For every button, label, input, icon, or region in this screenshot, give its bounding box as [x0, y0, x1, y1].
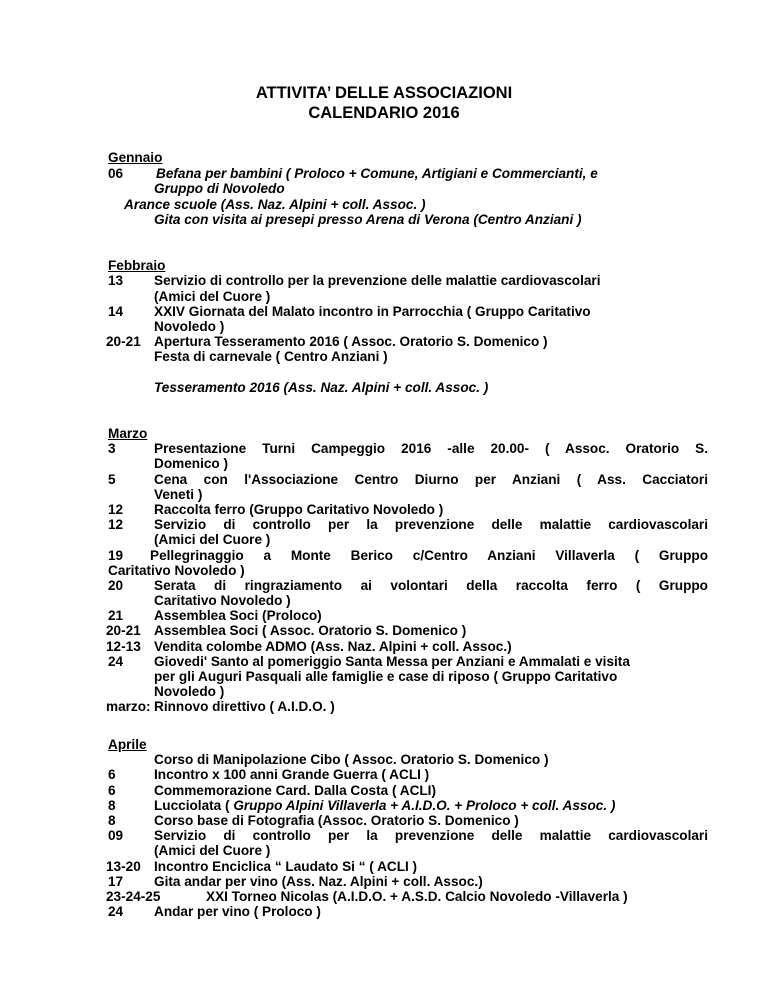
document-title: ATTIVITA’ DELLE ASSOCIAZIONI	[255, 84, 513, 102]
month-heading-febbraio: Febbraio	[108, 258, 166, 273]
document-page: ATTIVITA’ DELLE ASSOCIAZIONI CALENDARIO 2016 Gennaio 06 Befana per bambini ( Proloco + Comune, Artigiani e Commercianti, e Gruppo di Novoledo Arance scuole (Ass. Naz. Alpini + coll. Assoc. ) Gita con visita ai presepi presso Arena di Verona (Centro Anziani ) Febbraio 13 Servizio di controllo per la prevenzione delle malattie cardiovascolari (Amici del Cuore ) 14 XXIV Giornata del Malato incontro in Parrocchia ( Gruppo Caritativo Novoledo ) 20-21 Apertura Tesseramento 2016 ( Assoc. Oratorio S. Domenico ) Festa di carnevale ( Centro Anziani ) Tesseramento 2016 (Ass. Naz. Alpini + coll. Assoc. ) Marzo 3 Presentazione Turni Campeggio 2016 -alle 20.00- ( Assoc. Oratorio S. Domenico ) 5 Cena con l'Associazione Centro Diurno per Anziani ( Ass. Cacciatori Veneti ) 12 Raccolta ferro (Gruppo Caritativo Novoledo ) 12 Servizio di controllo per la prevenzione delle malattie cardiovascolari (Amici del Cuore ) 19 Pellegrinaggio a Monte Berico c/Centro Anziani Villaverla ( Gruppo Caritativo Novoledo ) 20 Serata di ringraziamento ai volontari della raccolta ferro ( Gruppo Caritativo Novoledo ) 21 Assemblea Soci (Proloco) 20-21 Assemblea Soci ( Assoc. Oratorio S. Domenico ) 12-13 Vendita colombe ADMO (Ass. Naz. Alpini + coll. Assoc.) 24 Giovedi' Santo al pomeriggio Santa Messa per Anziani e Ammalati e visita per gli Auguri Pasquali alle famiglie e case di riposo ( Gruppo Caritativo Novoledo ) marzo: Rinnovo direttivo ( A.I.D.O. ) Aprile Corso di Manipolazione Cibo ( Assoc. Oratorio S. Domenico ) 6 Incontro x 100 anni Grande Guerra ( ACLI ) 6 Commemorazione Card. Dalla Costa ( ACLI) 8 Lucciolata ( Gruppo Alpini Villaverla + A.I.D.O. + Proloco + coll. Assoc. ) 8 Corso base di Fotografia (Assoc. Oratorio S. Domenico ) 09 Servizio di controllo per la prevenzione delle malattie cardiovascolari (Amici del Cuore ) 13-20 Incontro Enciclica “ Laudato Si “ ( ACLI ) 17 Gita andar per vino (Ass. Naz. Alpini + coll. Assoc.) 23-24-25 XXI Torneo Nicolas (A.I.D.O. + A.S.D. Calcio Novoledo -Villaverla ) 24 Andar per vino ( Proloco )	[0, 0, 768, 994]
month-heading-marzo: Marzo	[108, 426, 148, 441]
month-heading-aprile: Aprile	[108, 737, 147, 752]
month-heading-gennaio: Gennaio	[108, 150, 163, 165]
document-subtitle: CALENDARIO 2016	[308, 104, 460, 122]
